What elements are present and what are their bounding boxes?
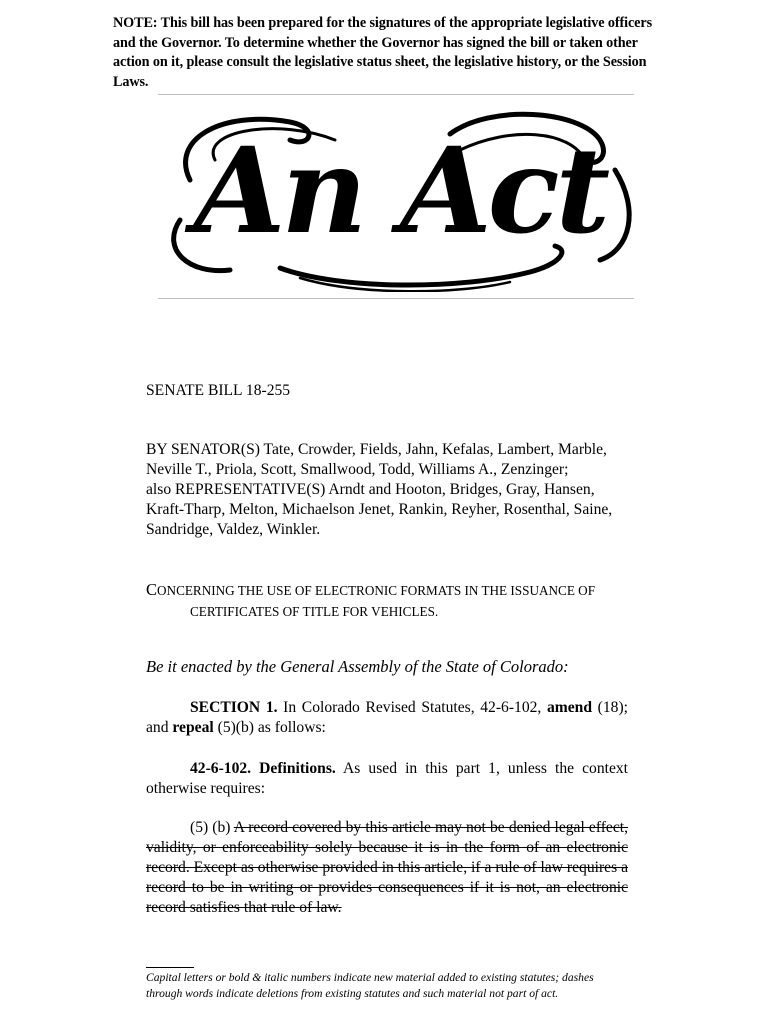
footnote: Capital letters or bold & italic numbers indicate new material added to existing statutes; dashes through words indicate deletions from existing statutes and such material not part of act. (146, 971, 594, 1000)
bill-number: SENATE BILL 18-255 (146, 382, 291, 399)
header-rule-top (158, 94, 634, 95)
amend-keyword: amend (546, 699, 593, 716)
section-1-text-b: (18); and (146, 699, 628, 736)
signature-note: NOTE: This bill has been prepared for the signatures of the appropriate legislative officers and the Governor. To determine whether the Governor has signed the bill or taken other action on it, please consult the legislative status sheet, the legislative history, or the Session Laws. (113, 15, 652, 90)
repealed-paragraph (146, 818, 628, 918)
bill-title (146, 579, 628, 622)
section-1-text-c: (5)(b) as follows: (217, 719, 326, 736)
section-1-heading: SECTION 1. (190, 699, 278, 716)
an-act-logo (160, 100, 640, 292)
definitions-heading: 42-6-102. Definitions. (190, 760, 336, 777)
section-1-text-a: In Colorado Revised Statutes, 42-6-102, (283, 699, 542, 716)
bill-title-line1: ONCERNING THE USE OF ELECTRONIC FORMATS IN THE ISSUANCE OF (157, 583, 596, 598)
definitions-section (146, 759, 628, 799)
repealed-paragraph-label: (5) (b) (190, 819, 231, 836)
enacting-clause: Be it enacted by the General Assembly of the State of Colorado: (146, 657, 569, 676)
senate-sponsors: BY SENATOR(S) Tate, Crowder, Fields, Jahn, Kefalas, Lambert, Marble, Neville T., Priola, Scott, Smallwood, Todd, Williams A., Zenzinger; (146, 441, 607, 478)
header-rule-bottom (158, 298, 634, 299)
section-1 (146, 698, 628, 738)
repealed-paragraph-text: A record covered by this article may not be denied legal effect, validity, or enforceability solely because it is in the form of an electronic record. Except as otherwise provided in this article, if a rule of law requires a record to be in writing or provides consequences if it is not, an electronic record satisfies that rule of law. (146, 819, 628, 916)
logo-text: An Act (193, 121, 607, 260)
definitions-text: As used in this part 1, unless the context otherwise requires: (146, 760, 629, 797)
house-sponsors: also REPRESENTATIVE(S) Arndt and Hooton, Bridges, Gray, Hansen, Kraft-Tharp, Melton, Michaelson Jenet, Rankin, Reyher, Rosenthal, Saine, Sandridge, Valdez, Winkler. (146, 481, 613, 538)
footnote-rule (146, 967, 194, 968)
bill-title-line2: CERTIFICATES OF TITLE FOR VEHICLES. (190, 604, 439, 619)
repeal-keyword: repeal (172, 719, 214, 736)
sponsors (146, 440, 628, 540)
bill-title-initial: C (146, 580, 158, 599)
